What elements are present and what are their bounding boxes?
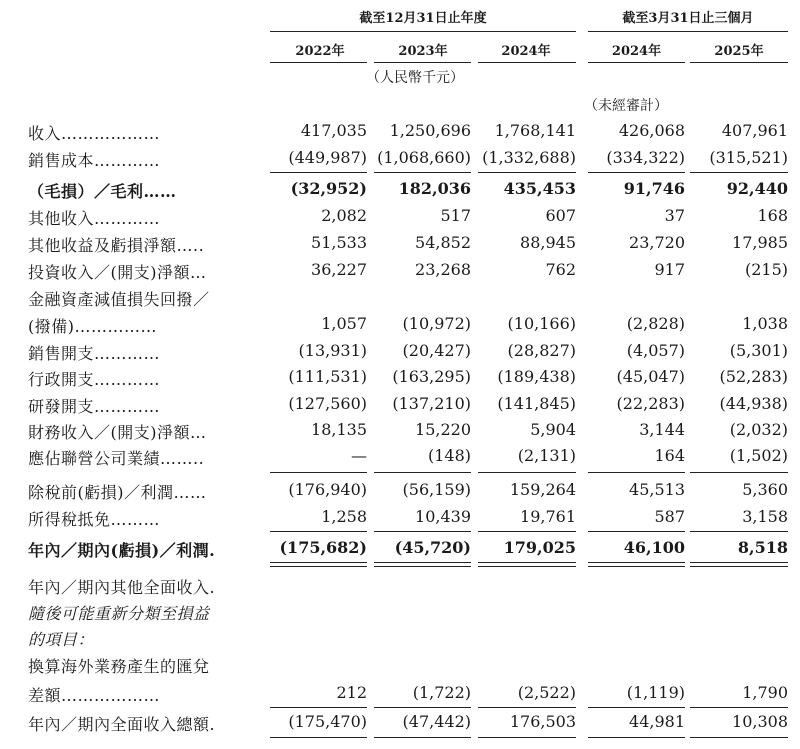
cell: 3,158	[742, 507, 788, 526]
year-rule-4	[588, 62, 685, 63]
cell: (10,166)	[507, 314, 576, 333]
cell: 762	[545, 260, 576, 279]
year-rule-1	[270, 62, 367, 63]
year-rule-3	[478, 62, 576, 63]
cell: 54,852	[415, 233, 471, 252]
cell: 15,220	[415, 420, 471, 439]
row-label-associates: 應佔聯營公司業績……..	[28, 449, 205, 468]
subtotal-rule	[588, 531, 685, 532]
subtotal-rule	[588, 707, 685, 708]
subtotal-rule	[270, 472, 367, 473]
cell: (20,427)	[402, 341, 471, 360]
cell: 417,035	[300, 121, 367, 140]
cell: (1,722)	[412, 683, 471, 702]
cell: (28,827)	[507, 341, 576, 360]
cell: 37	[664, 206, 685, 225]
cell: 407,961	[721, 121, 788, 140]
cell: 19,761	[520, 507, 576, 526]
subtotal-rule	[374, 737, 471, 738]
cell: 917	[654, 260, 685, 279]
cell: (47,442)	[402, 712, 471, 731]
cell: (2,032)	[729, 420, 788, 439]
subtotal-rule	[478, 531, 576, 532]
cell: (45,047)	[616, 367, 685, 386]
subtotal-rule	[690, 737, 788, 738]
cell: (32,952)	[290, 179, 367, 198]
cell: 88,945	[520, 233, 576, 252]
total-double-rule	[478, 562, 576, 567]
row-label-fx-line2: 差額………………	[28, 686, 161, 705]
cell: (56,159)	[402, 480, 471, 499]
cell: 18,135	[311, 420, 367, 439]
year-header-2025-q1: 2025年	[714, 44, 764, 59]
cell: (189,438)	[497, 367, 576, 386]
cell: 23,268	[415, 260, 471, 279]
cell: (215)	[744, 260, 788, 279]
header-group-annual: 截至12月31日止年度	[359, 11, 487, 26]
subtotal-rule	[270, 531, 367, 532]
row-label-total-comprehensive: 年內／期內全面收入總額.	[28, 715, 216, 734]
cell: 168	[757, 206, 788, 225]
cell: (111,531)	[288, 367, 367, 386]
cell: (137,210)	[392, 394, 471, 413]
cell: (5,301)	[729, 341, 788, 360]
cell: (22,283)	[616, 394, 685, 413]
cell: (45,720)	[394, 538, 471, 557]
cell: 2,082	[321, 206, 367, 225]
cell: 182,036	[398, 179, 471, 198]
cell: (2,131)	[517, 446, 576, 465]
subtotal-rule	[690, 707, 788, 708]
cell: (176,940)	[288, 480, 367, 499]
year-rule-2	[374, 62, 471, 63]
cell: —	[351, 446, 367, 465]
cell: (334,322)	[606, 148, 685, 167]
subtotal-rule	[690, 172, 788, 173]
row-label-net-profit: 年內／期內(虧損)／利潤.	[28, 541, 216, 560]
cell: (13,931)	[298, 341, 367, 360]
cell: 17,985	[732, 233, 788, 252]
cell: (1,068,660)	[377, 148, 471, 167]
cell: 607	[545, 206, 576, 225]
cell: 435,453	[503, 179, 576, 198]
total-double-rule	[270, 562, 367, 567]
total-double-rule	[588, 562, 685, 567]
row-label-fx-line1: 換算海外業務產生的匯兌	[28, 657, 210, 676]
cell: (449,987)	[288, 148, 367, 167]
row-label-finance-income: 財務收入／(開支)淨額…	[28, 423, 207, 442]
cell: (4,057)	[626, 341, 685, 360]
year-header-2024: 2024年	[501, 44, 551, 59]
cell: 1,768,141	[494, 121, 576, 140]
cell: 10,308	[732, 712, 788, 731]
year-rule-5	[690, 62, 788, 63]
year-header-2024-q1: 2024年	[611, 44, 662, 59]
cell: 5,360	[742, 480, 788, 499]
cell: 179,025	[503, 538, 576, 557]
cell: 3,144	[639, 420, 685, 439]
cell: (1,332,688)	[482, 148, 576, 167]
cell: (2,828)	[626, 314, 685, 333]
cell: 1,258	[321, 507, 367, 526]
header-rule-quarterly	[588, 31, 788, 32]
row-label-cost-of-sales: 銷售成本…………	[28, 151, 161, 170]
header-rule-annual	[270, 31, 576, 32]
cell: 587	[654, 507, 685, 526]
row-label-reclassify-line2: 的項目：	[28, 630, 95, 649]
cell: (2,522)	[517, 683, 576, 702]
row-label-revenue: 收入………………	[28, 124, 161, 143]
subtotal-rule	[478, 737, 576, 738]
subtotal-rule	[588, 172, 685, 173]
row-label-tax-credit: 所得稅抵免………	[28, 510, 161, 529]
subtotal-rule	[588, 472, 685, 473]
cell: 23,720	[629, 233, 685, 252]
subtotal-rule	[478, 472, 576, 473]
row-label-other-income: 其他收入…………	[28, 209, 161, 228]
subtotal-rule	[374, 172, 471, 173]
row-label-pretax: 除稅前(虧損)／利潤……	[28, 483, 207, 502]
subtotal-rule	[690, 472, 788, 473]
row-label-admin-expenses: 行政開支…………	[28, 370, 161, 389]
subtotal-rule	[374, 472, 471, 473]
subtotal-rule	[374, 531, 471, 532]
cell: (141,845)	[497, 394, 576, 413]
cell: (315,521)	[709, 148, 788, 167]
cell: (127,560)	[288, 394, 367, 413]
year-header-2023: 2023年	[398, 44, 448, 59]
cell: (175,682)	[279, 538, 367, 557]
cell: 5,904	[530, 420, 576, 439]
cell: (175,470)	[288, 712, 367, 731]
subtotal-rule	[588, 737, 685, 738]
cell: 212	[336, 683, 367, 702]
cell: (1,502)	[729, 446, 788, 465]
subtotal-rule	[270, 172, 367, 173]
cell: 1,790	[742, 683, 788, 702]
row-label-oci-header: 年內／期內其他全面收入.	[28, 578, 216, 597]
cell: 36,227	[311, 260, 367, 279]
subtotal-rule	[270, 707, 367, 708]
cell: 44,981	[629, 712, 685, 731]
row-label-selling-expenses: 銷售開支…………	[28, 344, 161, 363]
subtotal-rule	[270, 737, 367, 738]
cell: 45,513	[629, 480, 685, 499]
cell: 46,100	[623, 538, 685, 557]
cell: (148)	[427, 446, 471, 465]
row-label-rnd-expenses: 研發開支…………	[28, 397, 161, 416]
unaudited-label: （未經審計）	[584, 98, 668, 114]
total-double-rule	[374, 562, 471, 567]
cell: (44,938)	[719, 394, 788, 413]
header-group-quarterly: 截至3月31日止三個月	[622, 11, 754, 26]
cell: 1,250,696	[389, 121, 471, 140]
row-label-other-gains: 其他收益及虧損淨額…..	[28, 236, 205, 255]
row-label-impairment-line2: (撥備)……………	[28, 317, 157, 336]
cell: 176,503	[509, 712, 576, 731]
cell: 1,057	[321, 314, 367, 333]
subtotal-rule	[690, 531, 788, 532]
unit-label: （人民幣千元）	[366, 70, 464, 86]
cell: 159,264	[509, 480, 576, 499]
cell: (163,295)	[392, 367, 471, 386]
cell: 92,440	[726, 179, 788, 198]
cell: 164	[654, 446, 685, 465]
year-header-2022: 2022年	[295, 44, 345, 59]
row-label-impairment-line1: 金融資產減值損失回撥／	[28, 290, 210, 309]
cell: 8,518	[737, 538, 788, 557]
subtotal-rule	[478, 172, 576, 173]
cell: 426,068	[618, 121, 685, 140]
row-label-reclassify-line1: 隨後可能重新分類至損益	[28, 604, 210, 623]
cell: (1,119)	[626, 683, 685, 702]
cell: 91,746	[623, 179, 685, 198]
cell: 51,533	[311, 233, 367, 252]
total-double-rule	[690, 562, 788, 567]
subtotal-rule	[478, 707, 576, 708]
cell: (52,283)	[719, 367, 788, 386]
row-label-investment-income: 投資收入／(開支)淨額…	[28, 263, 207, 282]
cell: 1,038	[742, 314, 788, 333]
cell: (10,972)	[402, 314, 471, 333]
cell: 517	[440, 206, 471, 225]
subtotal-rule	[374, 707, 471, 708]
cell: 10,439	[415, 507, 471, 526]
row-label-gross-profit: （毛損）／毛利……	[28, 182, 177, 201]
